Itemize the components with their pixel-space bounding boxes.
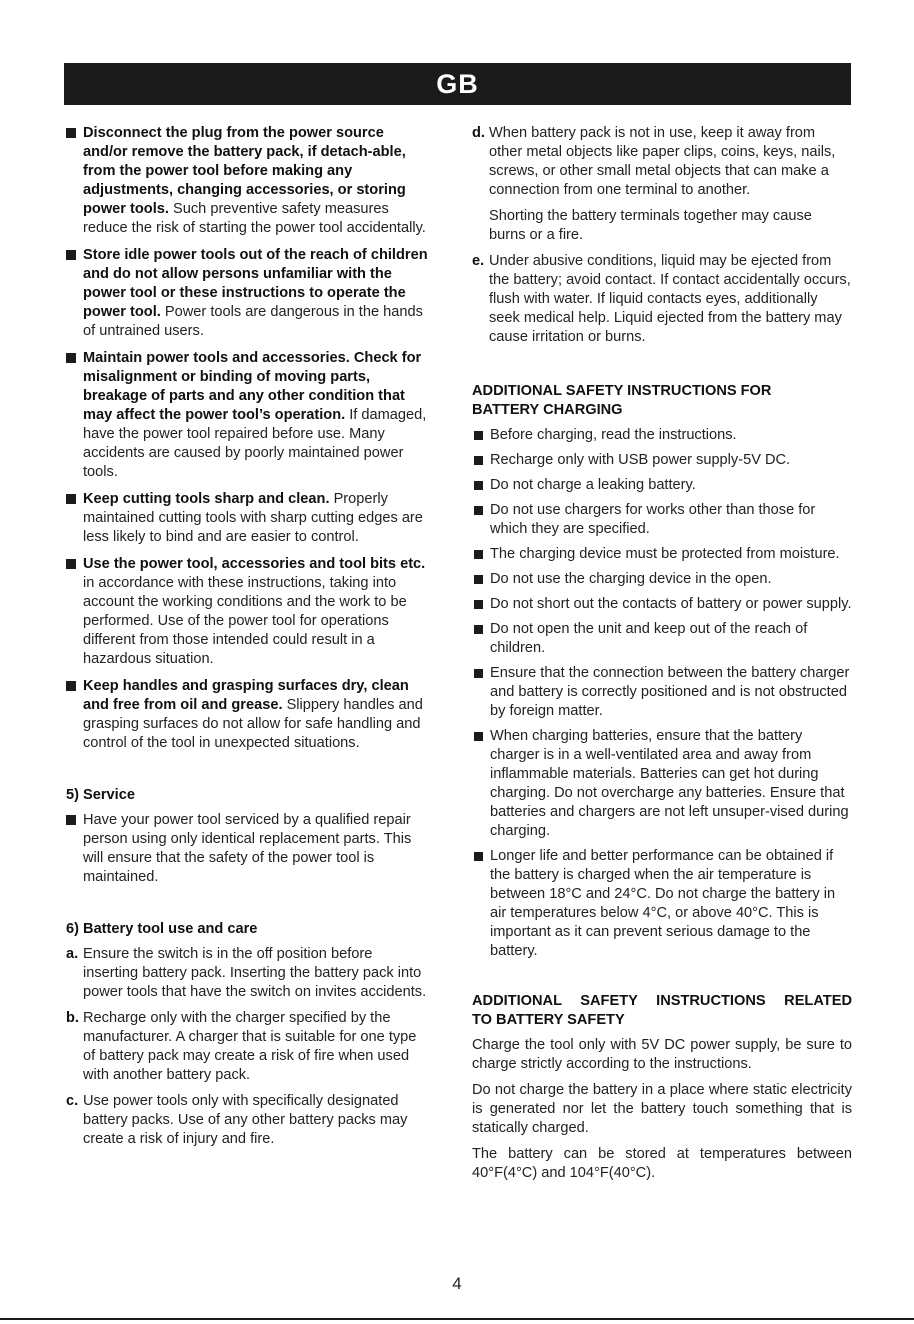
battery-safety-paragraph: Charge the tool only with 5V DC power supply, be sure to charge strictly according to the instructions. [472,1037,852,1072]
square-bullet-icon [474,431,483,440]
charging-bullet [472,727,852,841]
square-bullet-icon [474,600,483,609]
heading-battery-charging [472,382,852,420]
header-title: GB [436,69,479,99]
square-bullet-icon [474,550,483,559]
battery-safety-paragraph: Do not charge the battery in a place where static electricity is generated nor let the battery touch something that is statically charged. [472,1082,852,1136]
bullet-use-accessories [66,555,428,669]
bullet-text: Power tools are dangerous in the hands of untrained users. [83,304,423,339]
charging-bullet [472,847,852,961]
section-header-bar [64,63,851,105]
bullet-text: Ensure that the connection between the battery charger and battery is correctly positioned and is not obstructed by foreign matter. [490,665,850,719]
bullet-bold-text: Maintain power tools and accessories. Check for misalignment or binding of moving parts, breakage of parts and any other condition that may affect the power tool’s operation. [83,350,422,423]
list-text: Ensure the switch is in the off position before inserting battery pack. Inserting the battery pack into power tools that have the switch on invites accidents. [83,946,427,1000]
list-label: a. [66,946,79,962]
square-bullet-icon [66,681,76,691]
square-bullet-icon [474,669,483,678]
square-bullet-icon [474,575,483,584]
list-label: c. [66,1093,79,1109]
charging-bullet [472,595,852,614]
section-heading-battery-tool: 6) Battery tool use and care [66,921,258,937]
bullet-bold-text: Keep handles and grasping surfaces dry, clean and free from oil and grease. [83,678,409,713]
bullet-text: Recharge only with USB power supply-5V DC. [490,452,791,468]
charging-bullet [472,664,852,721]
charging-bullet [472,620,852,658]
bullet-bold-text: Use the power tool, accessories and tool bits etc. [83,556,426,572]
square-bullet-icon [474,456,483,465]
bullet-text: Have your power tool serviced by a qualified repair person using only identical replacement parts. This will ensure that the safety of the power tool is maintained. [83,812,412,885]
square-bullet-icon [474,732,483,741]
heading-battery-safety [472,992,852,1030]
square-bullet-icon [66,250,76,260]
list-label: d. [472,125,485,141]
charging-bullet [472,426,852,445]
bullet-disconnect-plug [66,124,428,238]
bullet-service [66,811,428,887]
bullet-text: If damaged, have the power tool repaired before use. Many accidents are caused by poorly maintained power tools. [83,407,427,480]
square-bullet-icon [474,625,483,634]
square-bullet-icon [66,353,76,363]
bullet-text: Slippery handles and grasping surfaces do not allow for safe handling and control of the tool in unexpected situations. [83,697,423,751]
left-column [66,124,428,1156]
square-bullet-icon [474,506,483,515]
list-item-e [472,252,852,347]
bullet-cutting-tools [66,490,428,547]
heading-line-2: BATTERY CHARGING [472,402,623,418]
list-text: Recharge only with the charger specified by the manufacturer. A charger that is suitable for one type of battery pack may create a risk of fire when used with another battery pack. [83,1010,417,1083]
bullet-text: The charging device must be protected from moisture. [490,546,840,562]
bullet-text: Do not charge a leaking battery. [490,477,696,493]
bullet-store-idle-tools [66,246,428,341]
bullet-bold-text: Keep cutting tools sharp and clean. [83,491,330,507]
square-bullet-icon [474,852,483,861]
square-bullet-icon [66,559,76,569]
heading-line-1: ADDITIONAL SAFETY INSTRUCTIONS FOR [472,383,772,399]
list-item-a [66,945,428,1002]
battery-safety-paragraph: The battery can be stored at temperatures between 40°F(4°C) and 104°F(40°C). [472,1146,852,1181]
list-text: Under abusive conditions, liquid may be ejected from the battery; avoid contact. If contact accidentally occurs, flush with water. If liquid contacts eyes, additionally seek medical help. Liquid ejected from the battery may cause irritation or burns. [489,253,851,345]
charging-bullet [472,501,852,539]
heading-line-1: ADDITIONAL SAFETY INSTRUCTIONS RELATED [472,993,852,1009]
list-label: e. [472,253,485,269]
bullet-text: Do not use chargers for works other than those for which they are specified. [490,502,816,537]
bullet-text: Longer life and better performance can be obtained if the battery is charged when the air temperature is between 18°C and 24°C. Do not charge the battery in air temperatures below 4°C, or above 40°C. This is important as it can prevent serious damage to the battery. [490,848,836,959]
charging-bullet [472,545,852,564]
list-label: b. [66,1010,79,1026]
bottom-rule [0,1318,914,1320]
charging-bullet [472,476,852,495]
bullet-bold-text: Disconnect the plug from the power source and/or remove the battery pack, if detach-able, from the power tool before making any adjustments, changing accessories, or storing power tools. [83,125,406,217]
section-heading-service: 5) Service [66,787,135,803]
bullet-bold-text: Store idle power tools out of the reach of children and do not allow persons unfamiliar with the power tool or these instructions to operate the power tool. [83,247,428,320]
square-bullet-icon [474,481,483,490]
heading-line-2: TO BATTERY SAFETY [472,1012,625,1028]
bullet-handles-dry [66,677,428,753]
page-number: 4 [452,1274,462,1293]
charging-bullet [472,570,852,589]
bullet-text: Properly maintained cutting tools with sharp cutting edges are less likely to bind and are easier to control. [83,491,423,545]
square-bullet-icon [66,815,76,825]
list-item-b [66,1009,428,1085]
bullet-text: Do not short out the contacts of battery or power supply. [490,596,852,612]
bullet-text: Do not use the charging device in the open. [490,571,772,587]
list-text-continued: Shorting the battery terminals together may cause burns or a fire. [489,208,812,243]
right-column [472,124,852,1190]
list-text: Use power tools only with specifically designated battery packs. Use of any other battery packs may create a risk of injury and fire. [83,1093,408,1147]
bullet-text: Do not open the unit and keep out of the reach of children. [490,621,808,656]
bullet-text: Such preventive safety measures reduce the risk of starting the power tool accidentally. [83,201,426,236]
square-bullet-icon [66,494,76,504]
list-item-c [66,1092,428,1149]
bullet-text: When charging batteries, ensure that the battery charger is in a well-ventilated area and away from inflammable materials. Batteries can get hot during charging. Do not overcharge any batteries. Ensure that batteries and chargers are not left unsuper-vised during charging. [490,728,849,839]
list-text: When battery pack is not in use, keep it away from other metal objects like paper clips, coins, keys, nails, screws, or other small metal objects that can make a connection from one terminal to another. [489,125,836,198]
bullet-text: in accordance with these instructions, taking into account the working conditions and the work to be performed. Use of the power tool for operations different from those intended could result in a hazardous situation. [83,575,407,667]
square-bullet-icon [66,128,76,138]
bullet-maintain-tools [66,349,428,482]
bullet-text: Before charging, read the instructions. [490,427,737,443]
list-item-d [472,124,852,245]
charging-bullet [472,451,852,470]
